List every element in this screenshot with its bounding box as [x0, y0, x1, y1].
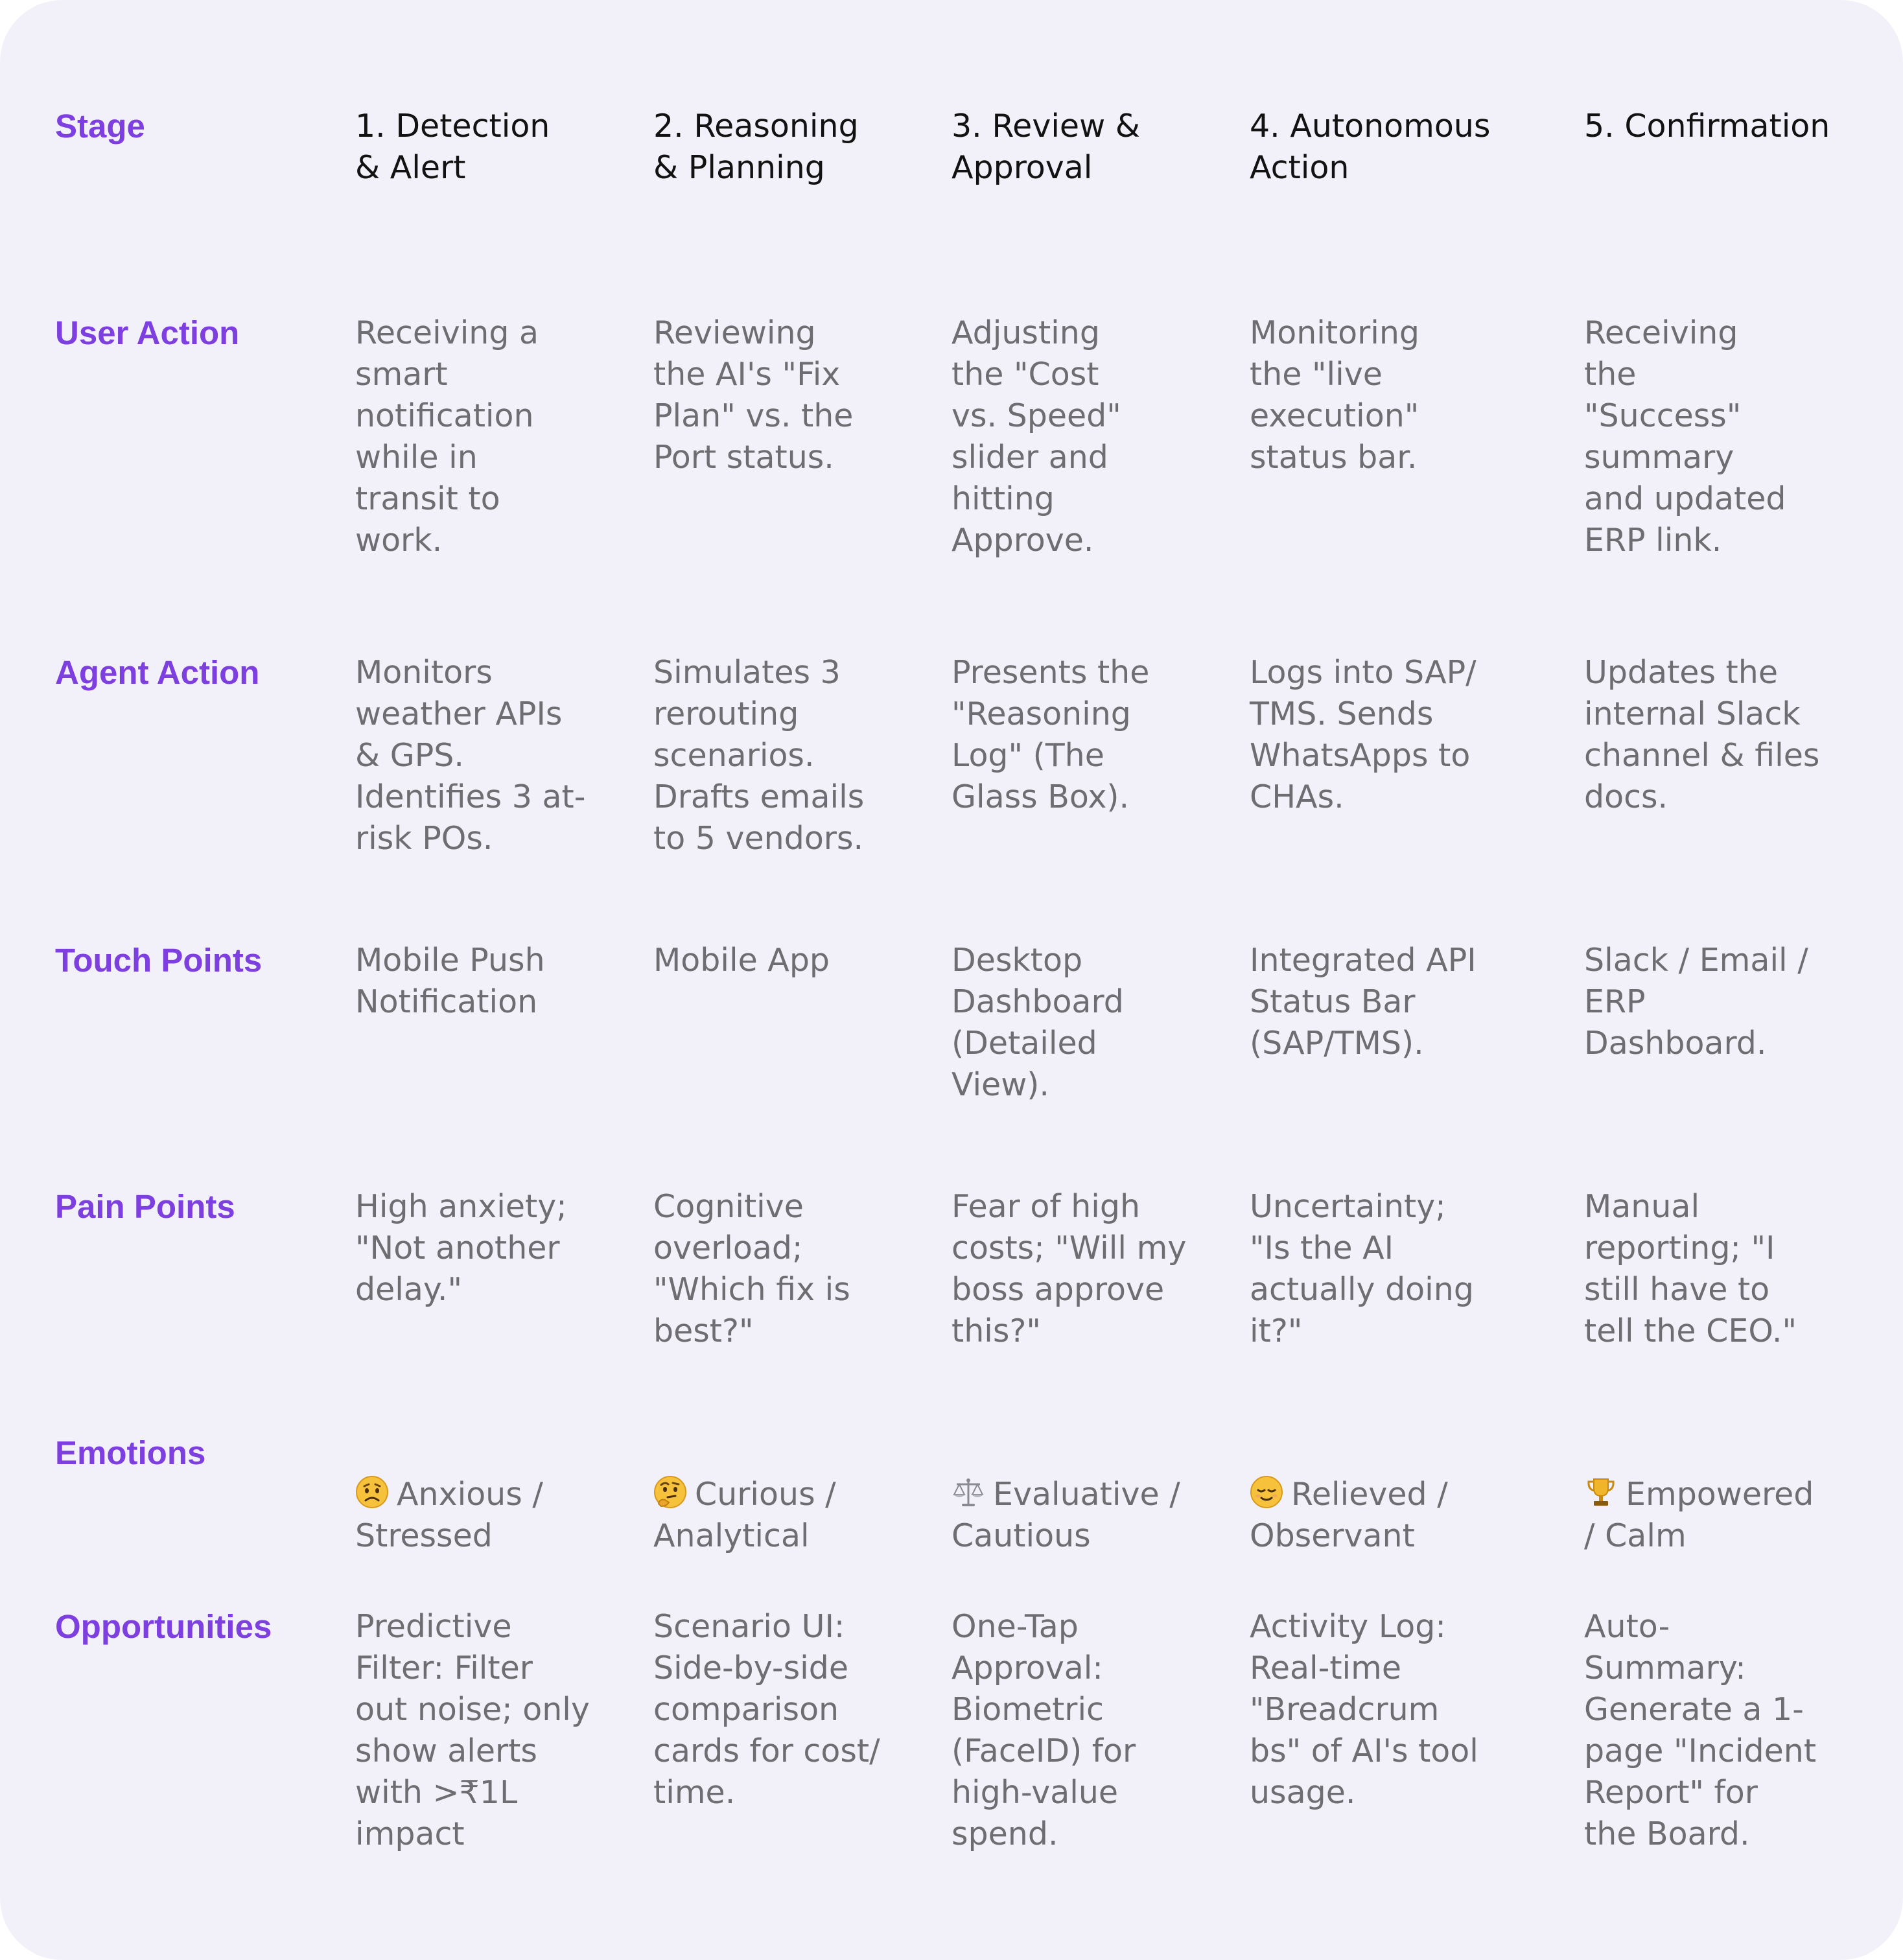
emotions-text-1: Anxious / Stressed	[355, 1476, 543, 1554]
touch-points-cell-3: Desktop Dashboard (Detailed View).	[951, 942, 1124, 1103]
user-action-cell-5: Receiving the "Success" summary and updated ERP link.	[1584, 314, 1786, 559]
opportunities-cell-4: Activity Log: Real-time "Breadcrum bs" of AI's tool usage.	[1250, 1608, 1478, 1811]
agent-action-cell-2: Simulates 3 rerouting scenarios. Drafts emails to 5 vendors.	[653, 654, 865, 857]
emotions-text-4: Relieved / Observant	[1250, 1476, 1448, 1554]
pain-points-label: Pain Points	[55, 1188, 235, 1225]
thinking-face-icon	[653, 1475, 687, 1509]
stage-2-title: 2. Reasoning & Planning	[653, 108, 859, 186]
agent-action-cell-4: Logs into SAP/ TMS. Sends WhatsApps to CHAs.	[1250, 654, 1477, 815]
stage-5-title: 5. Confirmation	[1584, 108, 1830, 145]
pain-points-cell-4: Uncertainty; "Is the AI actually doing it?"	[1250, 1188, 1474, 1349]
user-action-cell-2: Reviewing the AI's "Fix Plan" vs. the Port status.	[653, 314, 854, 476]
emotions-cell-5	[1584, 1432, 1889, 1557]
emotions-cell-3	[951, 1432, 1224, 1557]
agent-action-cell-5: Updates the internal Slack channel & files docs.	[1584, 654, 1820, 815]
emotions-label: Emotions	[55, 1434, 206, 1471]
trophy-icon	[1584, 1475, 1618, 1509]
user-action-label: User Action	[55, 314, 240, 351]
stage-label: Stage	[55, 108, 145, 145]
stage-3-title: 3. Review & Approval	[951, 108, 1140, 186]
touch-points-cell-2: Mobile App	[653, 942, 830, 979]
pain-points-cell-2: Cognitive overload; "Which fix is best?"	[653, 1188, 850, 1349]
worried-face-icon	[355, 1475, 389, 1509]
relieved-face-icon	[1250, 1475, 1283, 1509]
emotions-text-2: Curious / Analytical	[653, 1476, 836, 1554]
user-action-cell-4: Monitoring the "live execution" status bar.	[1250, 314, 1420, 476]
opportunities-cell-2: Scenario UI: Side-by-side comparison cards for cost/ time.	[653, 1608, 880, 1811]
emotions-text-5: Empowered / Calm	[1584, 1476, 1814, 1554]
opportunities-cell-1: Predictive Filter: Filter out noise; only show alerts with >₹1L impact	[355, 1608, 590, 1852]
user-action-cell-1: Receiving a smart notification while in transit to work.	[355, 314, 539, 559]
emotions-cell-1	[355, 1432, 627, 1557]
agent-action-cell-3: Presents the "Reasoning Log" (The Glass Box).	[951, 654, 1150, 815]
pain-points-cell-5: Manual reporting; "I still have to tell the CEO."	[1584, 1188, 1797, 1349]
user-action-cell-3: Adjusting the "Cost vs. Speed" slider and hitting Approve.	[951, 314, 1121, 559]
opportunities-cell-3: One-Tap Approval: Biometric (FaceID) for high-value spend.	[951, 1608, 1136, 1852]
agent-action-cell-1: Monitors weather APIs & GPS. Identifies 3 at- risk POs.	[355, 654, 586, 857]
emotions-cell-4	[1250, 1432, 1548, 1557]
pain-points-cell-3: Fear of high costs; "Will my boss approve this?"	[951, 1188, 1187, 1349]
stage-1-title: 1. Detection & Alert	[355, 108, 550, 186]
touch-points-cell-4: Integrated API Status Bar (SAP/TMS).	[1250, 942, 1477, 1062]
balance-scale-icon	[951, 1475, 985, 1509]
agent-action-label: Agent Action	[55, 654, 260, 691]
opportunities-cell-5: Auto- Summary: Generate a 1- page "Incident Report" for the Board.	[1584, 1608, 1817, 1852]
touch-points-cell-1: Mobile Push Notification	[355, 942, 545, 1020]
touch-points-cell-5: Slack / Email / ERP Dashboard.	[1584, 942, 1808, 1062]
pain-points-cell-1: High anxiety; "Not another delay."	[355, 1188, 567, 1308]
opportunities-label: Opportunities	[55, 1608, 272, 1645]
touch-points-label: Touch Points	[55, 942, 263, 979]
stage-4-title: 4. Autonomous Action	[1250, 108, 1491, 186]
emotions-text-3: Evaluative / Cautious	[951, 1476, 1180, 1554]
emotions-cell-2	[653, 1432, 926, 1557]
